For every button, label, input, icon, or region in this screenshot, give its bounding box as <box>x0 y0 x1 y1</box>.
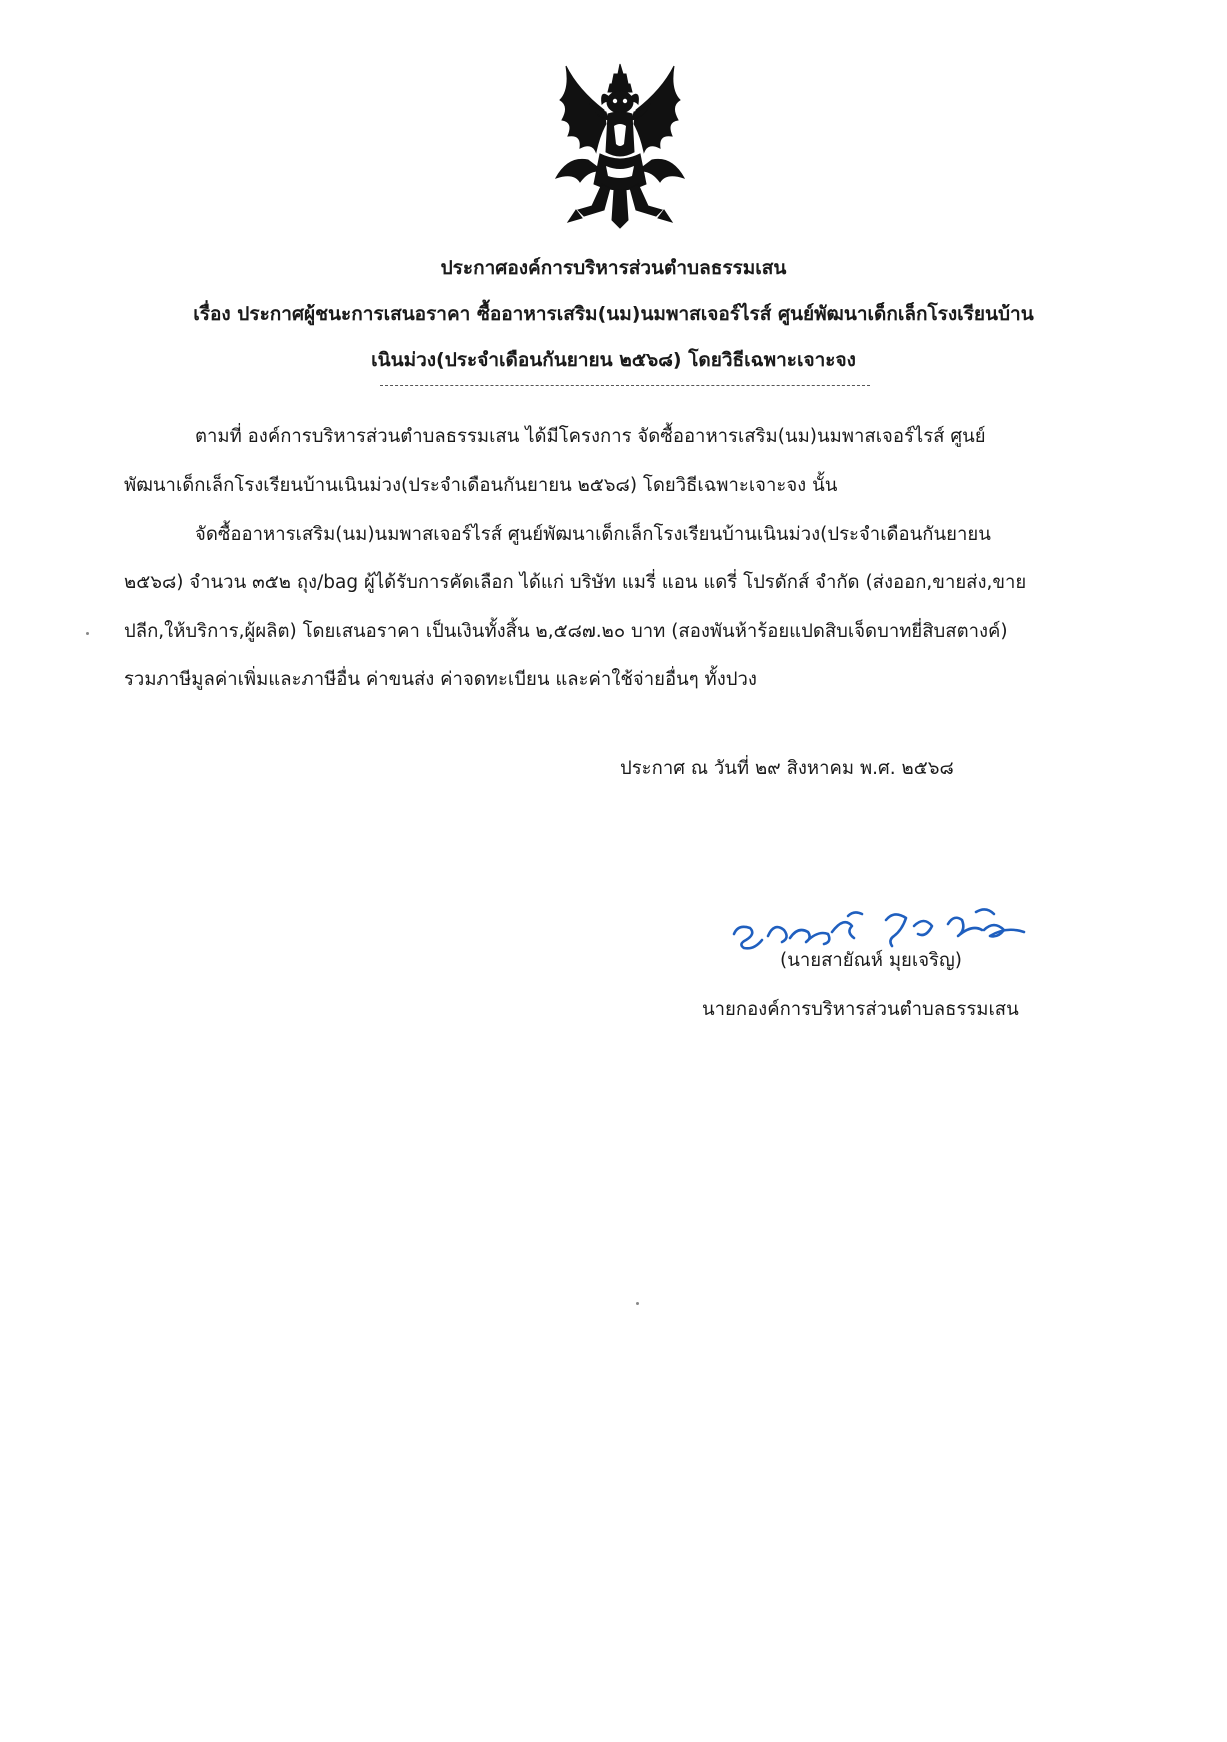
paragraph-2-line-2: ๒๕๖๘) จำนวน ๓๕๒ ถุง/bag ผู้ได้รับการคัดเลือก ได้แก่ บริษัท แมรี่ แอน แดรี่ โปรดักส์ จำกัด (ส่งออก,ขายส่ง,ขาย <box>124 572 1027 593</box>
announcement-date: ประกาศ ณ วันที่ ๒๙ สิงหาคม พ.ศ. ๒๕๖๘ <box>620 758 954 779</box>
scan-speck <box>86 632 89 635</box>
garuda-emblem <box>548 60 693 230</box>
announcement-subject: เรื่อง ประกาศผู้ชนะการเสนอราคา ซื้ออาหารเสริม(นม)นมพาสเจอร์ไรส์ ศูนย์พัฒนาเด็กเล็กโรงเรียนบ้าน <box>193 303 1034 325</box>
paragraph-2-line-3: ปลีก,ให้บริการ,ผู้ผลิต) โดยเสนอราคา เป็นเงินทั้งสิ้น ๒,๕๘๗.๒๐ บาท (สองพันห้าร้อยแปดสิบเจ็ดบาทยี่สิบสตางค์) <box>124 621 1008 642</box>
paragraph-2-line-4: รวมภาษีมูลค่าเพิ่มและภาษีอื่น ค่าขนส่ง ค่าจดทะเบียน และค่าใช้จ่ายอื่นๆ ทั้งปวง <box>124 669 757 690</box>
scan-speck <box>636 1302 639 1305</box>
signer-position: นายกองค์การบริหารส่วนตำบลธรรมเสน <box>702 999 1019 1020</box>
paragraph-1-line-2: พัฒนาเด็กเล็กโรงเรียนบ้านเนินม่วง(ประจำเดือนกันยายน ๒๕๖๘) โดยวิธีเฉพาะเจาะจง นั้น <box>124 475 838 496</box>
announcement-subject-cont: เนินม่วง(ประจำเดือนกันยายน ๒๕๖๘) โดยวิธีเฉพาะเจาะจง <box>371 349 856 371</box>
signer-name: (นายสายัณห์ มุยเจริญ) <box>780 950 962 971</box>
announcement-title: ประกาศองค์การบริหารส่วนตำบลธรรมเสน <box>440 257 787 279</box>
header-divider <box>380 385 870 386</box>
paragraph-1-line-1: ตามที่ องค์การบริหารส่วนตำบลธรรมเสน ได้มีโครงการ จัดซื้ออาหารเสริม(นม)นมพาสเจอร์ไรส์ ศูนย์ <box>195 426 986 447</box>
paragraph-2-line-1: จัดซื้ออาหารเสริม(นม)นมพาสเจอร์ไรส์ ศูนย์พัฒนาเด็กเล็กโรงเรียนบ้านเนินม่วง(ประจำเดือนกันยายน <box>195 524 991 545</box>
